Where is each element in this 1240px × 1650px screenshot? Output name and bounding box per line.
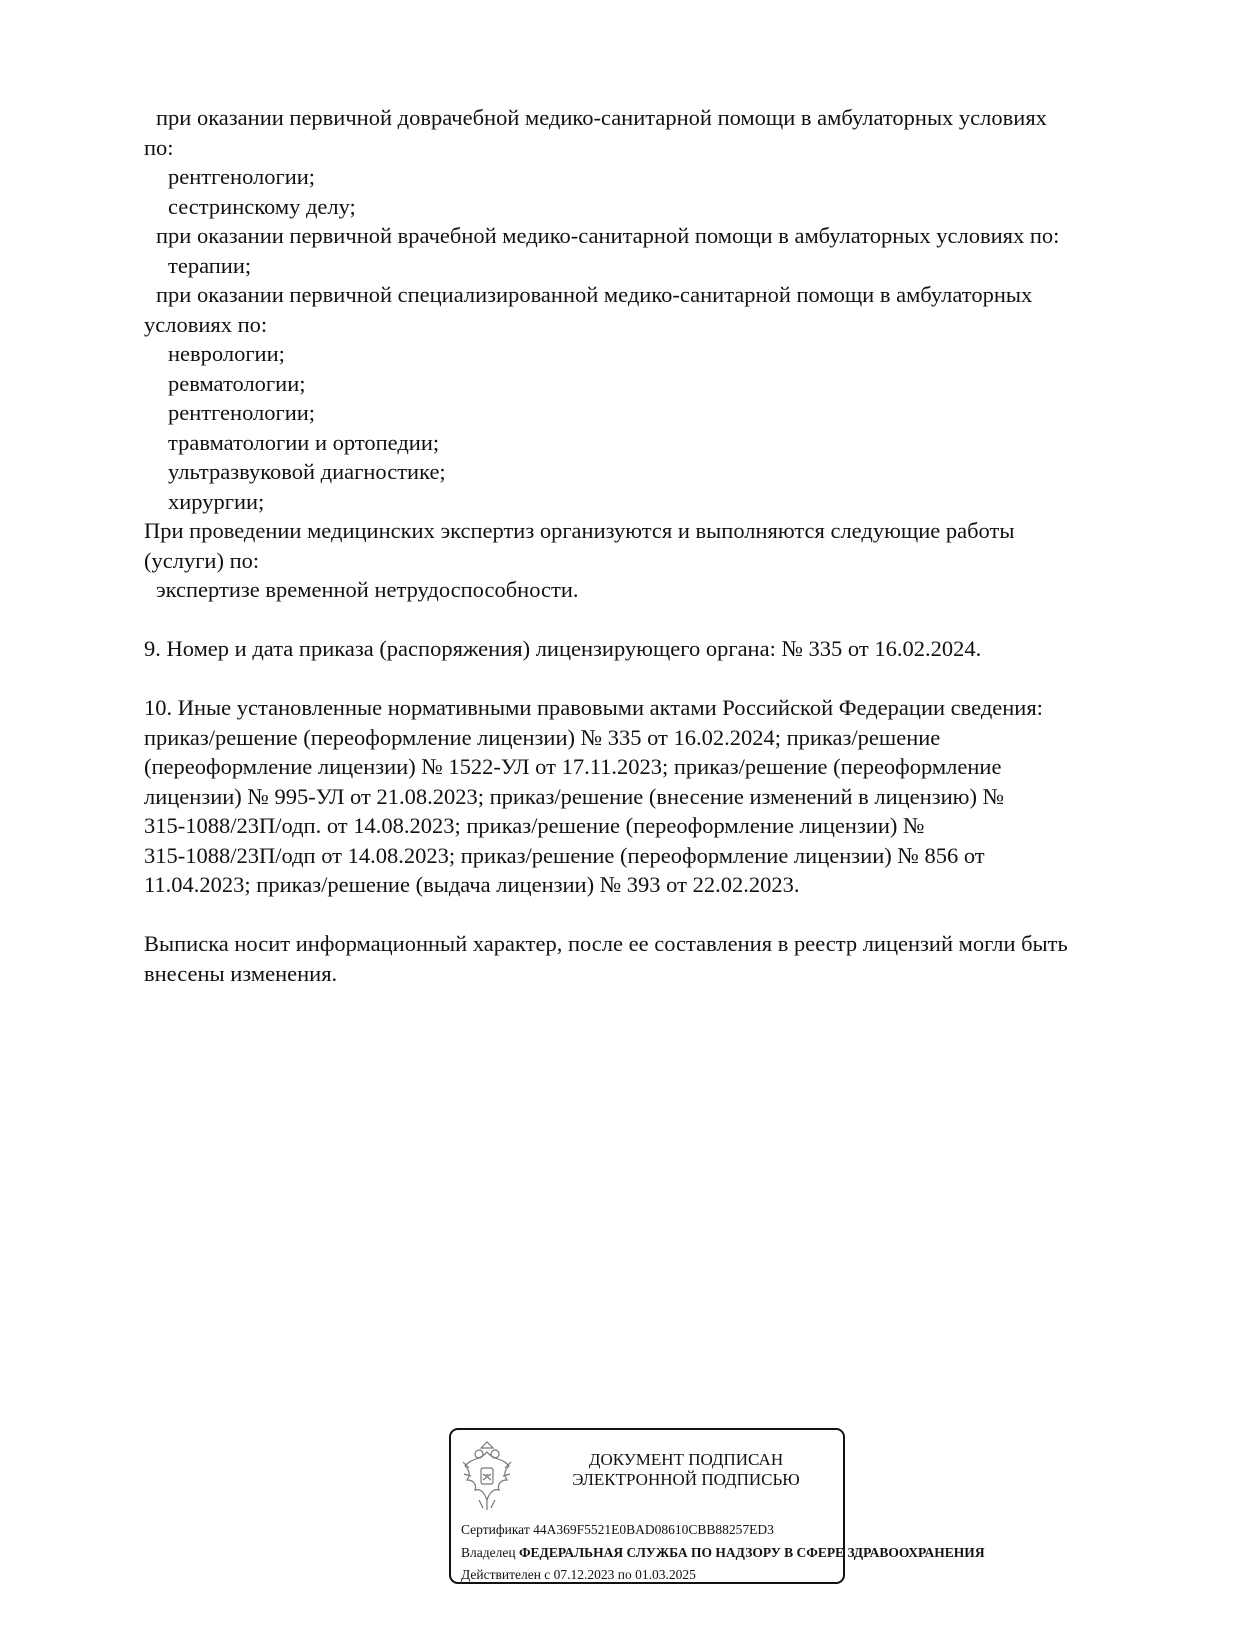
text-line: экспертизе временной нетрудоспособности. [156,577,579,602]
text-line: хирургии; [168,488,265,514]
document-body [144,103,1154,988]
text-line: 315-1088/23П/одп. от 14.08.2023; приказ/решение (переоформление лицензии) № [144,813,925,838]
text-line: (услуги) по: [144,547,260,573]
text-line: терапии; [168,252,252,278]
stamp-title-line2: ЭЛЕКТРОННОЙ ПОДПИСЬЮ [572,1470,800,1489]
text-line: при оказании первичной врачебной медико-санитарной помощи в амбулаторных условиях по: [156,223,1060,248]
text-line: при оказании первичной специализированной медико-санитарной помощи в амбулаторных [156,282,1033,307]
owner-value: ФЕДЕРАЛЬНАЯ СЛУЖБА ПО НАДЗОРУ В СФЕРЕ ЗДРАВООХРАНЕНИЯ [518,1545,985,1560]
text-line: рентгенологии; [168,164,316,189]
text-line: ультразвуковой диагностике; [168,459,446,484]
text-line: условиях по: [144,311,268,337]
certificate-label: Сертификат [461,1522,534,1537]
text-line: приказ/решение (переоформление лицензии) № 335 от 16.02.2024; приказ/решение [144,724,941,750]
text-line: 10. Иные установленные нормативными правовыми актами Российской Федерации сведения: [144,695,1043,720]
coat-of-arms-icon [461,1440,513,1512]
text-line: Выписка носит информационный характер, после ее составления в реестр лицензий могли быть [144,931,1068,956]
text-line: при оказании первичной доврачебной медико-санитарной помощи в амбулаторных условиях [156,105,1047,130]
stamp-title-line1: ДОКУМЕНТ ПОДПИСАН [588,1450,784,1469]
certificate-line [461,1522,774,1538]
text-line: внесены изменения. [144,960,338,986]
text-line: травматологии и ортопедии; [168,429,440,455]
certificate-value: 44A369F5521E0BAD08610CBB88257ED3 [533,1522,774,1537]
text-line: 315-1088/23П/одп от 14.08.2023; приказ/решение (переоформление лицензии) № 856 от [144,842,985,868]
text-line: 11.04.2023; приказ/решение (выдача лицензии) № 393 от 22.02.2023. [144,872,800,897]
text-line: сестринскому делу; [168,193,356,219]
stamp-title [541,1450,831,1490]
text-line: При проведении медицинских экспертиз организуются и выполняются следующие работы [144,518,1015,543]
blank-line [144,605,1154,635]
owner-line [461,1545,985,1561]
electronic-signature-stamp [449,1428,985,1584]
blank-line [144,900,1154,930]
validity-line: Действителен с 07.12.2023 по 01.03.2025 [461,1567,696,1582]
text-line: (переоформление лицензии) № 1522-УЛ от 17.11.2023; приказ/решение (переоформление [144,754,1002,779]
blank-line [144,664,1154,694]
text-line: 9. Номер и дата приказа (распоряжения) лицензирующего органа: № 335 от 16.02.2024. [144,636,982,661]
text-line: неврологии; [168,341,285,366]
owner-label: Владелец [461,1545,519,1560]
text-line: ревматологии; [168,370,306,396]
text-line: рентгенологии; [168,400,316,425]
text-line: по: [144,134,174,160]
text-line: лицензии) № 995-УЛ от 21.08.2023; приказ/решение (внесение изменений в лицензию) № [144,783,1005,809]
